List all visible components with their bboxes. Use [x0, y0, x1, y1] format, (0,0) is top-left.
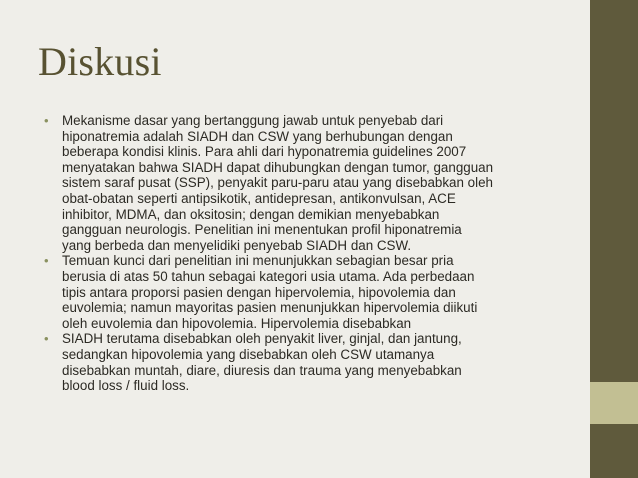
bullet-line: sistem saraf pusat (SSP), penyakit paru-paru atau yang disebabkan oleh [62, 175, 493, 191]
bullet-line: menyatakan bahwa SIADH dapat dihubungkan dengan tumor, gangguan [62, 159, 494, 175]
bullet-line: Mekanisme dasar yang bertanggung jawab untuk penyebab dari [62, 113, 444, 128]
bullet-item-siadh [44, 331, 572, 393]
bullet-item-temuan [44, 253, 572, 331]
bullet-text [62, 113, 572, 253]
bullet-line: sedangkan hipovolemia yang disebabkan oleh CSW utamanya [62, 346, 435, 362]
bullet-line: disebabkan muntah, diare, diuresis dan trauma yang menyebabkan [62, 362, 462, 378]
bullet-text [62, 253, 572, 331]
bullet-line: hiponatremia adalah SIADH dan CSW yang berhubungan dengan [62, 128, 453, 144]
bullet-text [62, 331, 572, 393]
bullet-marker: • [44, 113, 49, 128]
bullet-list [44, 113, 572, 394]
bullet-marker: • [44, 331, 49, 347]
bullet-line: obat-obatan seperti antipsikotik, antidepresan, antikonvulsan, ACE [62, 190, 456, 206]
bullet-line: inhibitor, MDMA, dan oksitosin; dengan demikian menyebabkan [62, 206, 440, 222]
bullet-line: Temuan kunci dari penelitian ini menunjukkan sebagian besar pria [62, 253, 454, 269]
side-accent-block [590, 382, 638, 424]
bullet-line: tipis antara proporsi pasien dengan hipervolemia, hipovolemia dan [62, 284, 456, 300]
bullet-line: gangguan neurologis. Penelitian ini menentukan profil hiponatremia [62, 222, 462, 238]
bullet-line: blood loss / fluid loss. [62, 378, 190, 394]
bullet-line: beberapa kondisi klinis. Para ahli dari hyponatremia guidelines 2007 [62, 144, 467, 160]
slide-title: Diskusi [38, 39, 162, 84]
bullet-line: berusia di atas 50 tahun sebagai kategori usia utama. Ada perbedaan [62, 268, 475, 284]
bullet-marker: • [44, 253, 49, 269]
bullet-line: euvolemia; namun mayoritas pasien menunjukkan hipervolemia diikuti [62, 300, 478, 316]
bullet-item-mekanisme [44, 113, 572, 253]
bullet-line: yang berbeda dan menyelidiki penyebab SIADH dan CSW. [62, 237, 412, 253]
bullet-line: SIADH terutama disebabkan oleh penyakit liver, ginjal, dan jantung, [62, 331, 462, 347]
bullet-line: oleh euvolemia dan hipovolemia. Hipervolemia disebabkan [62, 315, 412, 331]
